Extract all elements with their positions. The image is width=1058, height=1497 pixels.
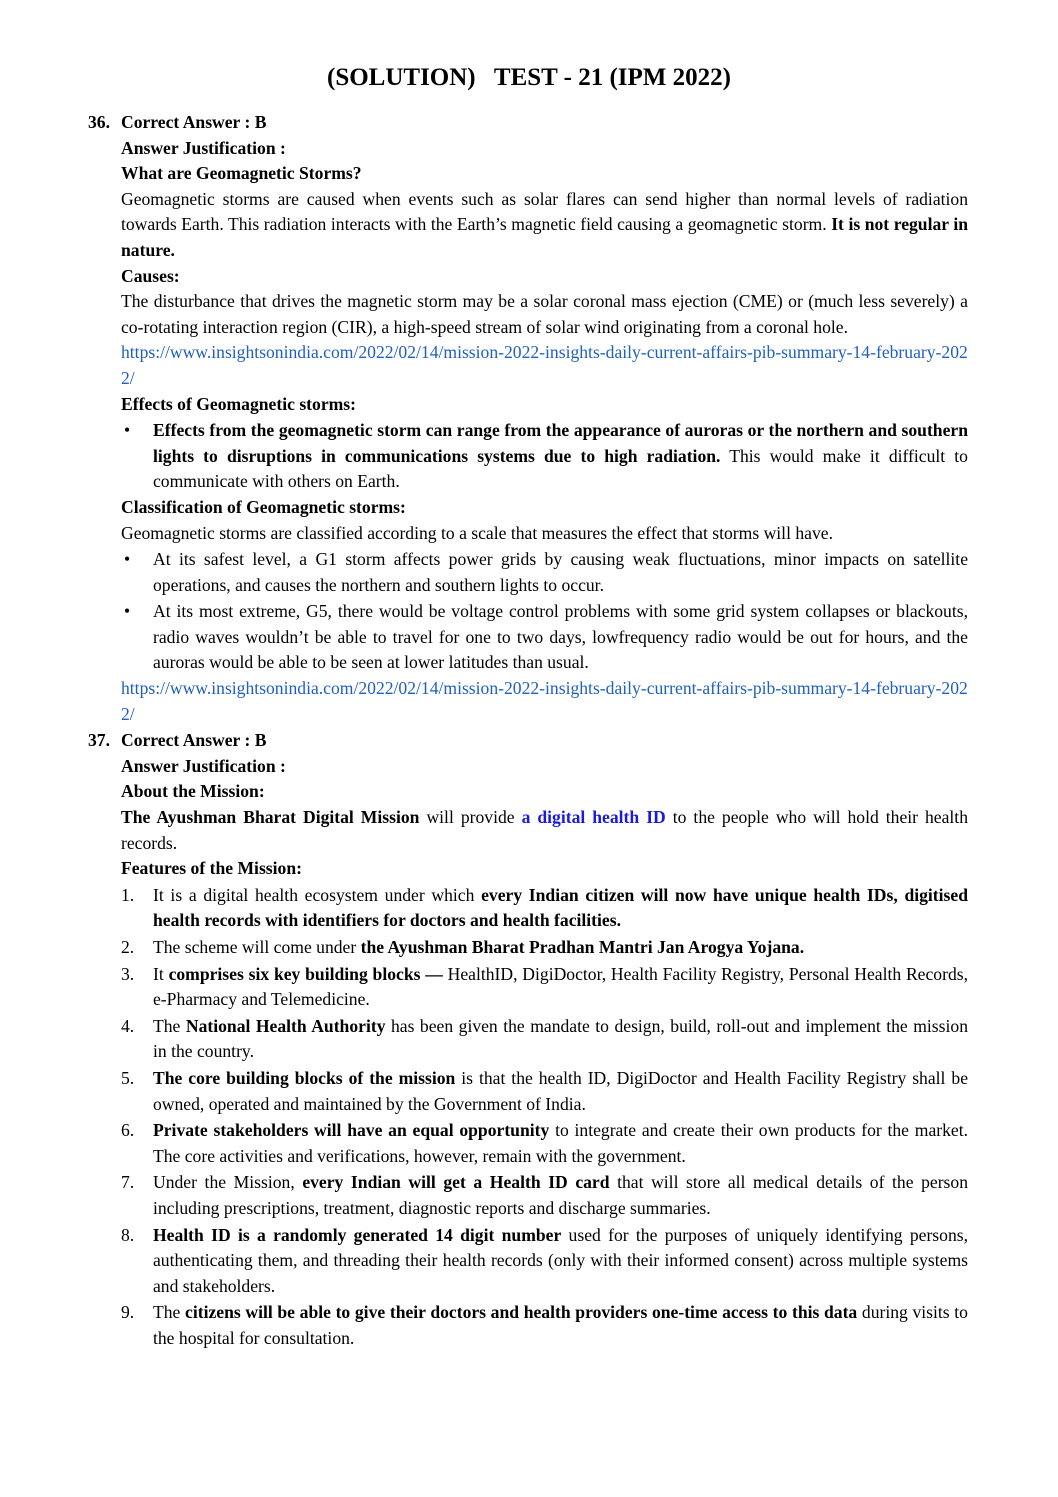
bold-text: Answer Justification : (121, 755, 286, 776)
list-number: 2. (121, 937, 135, 957)
bold-text: Effects from the geomagnetic storm can range from the appearance of auroras or the northern and southern lights to disruptions in communications systems due to high radiation. (153, 420, 968, 466)
section-heading (88, 136, 968, 162)
paragraph (88, 289, 968, 340)
bold-text: citizens will be able to give their doctors and health providers one-time access to this data (185, 1302, 858, 1323)
text: Geomagnetic storms are classified according to a scale that measures the effect that storms will have. (121, 522, 833, 543)
bold-text: Features of the Mission: (121, 858, 302, 879)
question-number: 36. (88, 112, 110, 132)
text: Under the Mission, (153, 1172, 303, 1193)
section-heading (88, 495, 968, 521)
numbered-item (88, 1223, 968, 1300)
bullet-marker: • (124, 420, 131, 441)
text: to the people who will hold their health records. (121, 807, 968, 853)
text: The (153, 1302, 186, 1323)
text: At its safest level, a G1 storm affects power grids by causing weak fluctuations, minor impacts on satellite operations, and causes the northern and southern lights to occur. (153, 549, 968, 595)
numbered-item (88, 1014, 968, 1065)
text: that will store all medical details of the person including prescriptions, treatment, diagnostic reports and discharge summaries. (153, 1172, 968, 1218)
bold-text: Causes: (121, 265, 180, 286)
bold-text: What are Geomagnetic Storms? (121, 163, 362, 184)
paragraph (88, 521, 968, 547)
bullet-marker: • (124, 601, 131, 622)
bold-text: The Ayushman Bharat Digital Mission (121, 807, 420, 828)
section-heading (88, 754, 968, 780)
section-heading (88, 779, 968, 805)
reference-link (88, 340, 968, 391)
bold-text: every Indian will get a Health ID card (302, 1172, 610, 1193)
bold-text: every Indian citizen will now have unique health IDs, digitised health records with identifiers for doctors and health facilities. (153, 884, 968, 931)
question-number: 37. (88, 730, 110, 751)
list-number: 4. (121, 1015, 135, 1036)
highlight-link[interactable]: a digital health ID (521, 807, 666, 828)
bold-text: Correct Answer : B (121, 112, 267, 132)
text: to integrate and create their own products for the market. The core activities and verifications, however, remain with the government. (153, 1120, 969, 1166)
list-number: 5. (121, 1067, 135, 1088)
hyperlink[interactable]: https://www.insightsonindia.com/2022/02/14/mission-2022-insights-daily-current-affairs-pib-summary-14-february-2022/ (121, 342, 968, 388)
list-number: 8. (121, 1224, 135, 1245)
numbered-item (88, 1300, 968, 1351)
list-number: 1. (121, 884, 135, 905)
question-header (88, 110, 968, 136)
bold-text: It is not regular in nature. (121, 214, 968, 260)
text: It is a digital health ecosystem under which (153, 884, 482, 905)
bold-text: About the Mission: (121, 781, 265, 802)
paragraph (88, 187, 968, 264)
bullet-item (88, 599, 968, 676)
bold-text: Correct Answer : B (121, 730, 267, 751)
text: It (153, 963, 169, 984)
text: HealthID, DigiDoctor, Health Facility Registry, Personal Health Records, e-Pharmacy and Telemedicine. (153, 963, 969, 1010)
numbered-item (88, 1118, 968, 1169)
text: used for the purposes of uniquely identifying persons, authenticating them, and threading their health records (only with their informed consent) across multiple systems and stakeholders. (153, 1224, 968, 1296)
numbered-item (88, 935, 968, 961)
reference-link (88, 676, 968, 727)
bold-text: comprises six key building blocks — (168, 963, 443, 984)
paragraph (88, 805, 968, 856)
section-heading (88, 161, 968, 187)
bold-text: Effects of Geomagnetic storms: (121, 393, 356, 414)
hyperlink[interactable]: https://www.insightsonindia.com/2022/02/14/mission-2022-insights-daily-current-affairs-pib-summary-14-february-2022/ (121, 678, 968, 724)
bold-text: National Health Authority (185, 1015, 386, 1036)
text: At its most extreme, G5, there would be voltage control problems with some grid system collapses or blackouts, radio waves wouldn’t be able to travel for one to two days, lowfrequency radio would be out for hours, and the auroras would be able to be seen at lower latitudes than usual. (153, 601, 968, 673)
text: This would make it difficult to communicate with others on Earth. (153, 445, 968, 492)
text: will provide (419, 807, 522, 828)
section-heading (88, 392, 968, 418)
list-number: 7. (121, 1172, 135, 1193)
bullet-marker: • (124, 549, 131, 570)
numbered-item (88, 1170, 968, 1221)
bullet-item (88, 418, 968, 495)
bold-text: Private stakeholders will have an equal opportunity (153, 1120, 550, 1141)
list-number: 9. (121, 1302, 135, 1323)
numbered-item (88, 1066, 968, 1117)
bold-text: Answer Justification : (121, 137, 286, 158)
text: The scheme will come under (153, 937, 361, 957)
text: is that the health ID, DigiDoctor and Health Facility Registry shall be owned, operated and maintained by the Government of India. (153, 1067, 969, 1114)
section-heading (88, 264, 968, 290)
list-number: 6. (121, 1120, 135, 1141)
bold-text: Health ID is a randomly generated 14 digit number (153, 1224, 562, 1245)
document-body (88, 110, 968, 1352)
bullet-item (88, 547, 968, 598)
bold-text: The core building blocks of the mission (153, 1067, 456, 1088)
bold-text: the Ayushman Bharat Pradhan Mantri Jan Arogya Yojana. (360, 937, 805, 957)
numbered-item (88, 962, 968, 1013)
list-number: 3. (121, 963, 135, 984)
section-heading (88, 856, 968, 882)
question-header (88, 728, 968, 754)
text: The disturbance that drives the magnetic storm may be a solar coronal mass ejection (CME) or (much less severely) a co-rotating interaction region (CIR), a high-speed stream of solar wind originating from a coronal hole. (121, 291, 968, 337)
text: Geomagnetic storms are caused when events such as solar flares can send higher than normal levels of radiation towards Earth. This radiation interacts with the Earth’s magnetic field causing a geomagnetic storm. (121, 188, 968, 235)
text: during visits to the hospital for consultation. (153, 1302, 968, 1348)
text: has been given the mandate to design, build, roll-out and implement the mission in the country. (153, 1015, 968, 1062)
text: The (153, 1015, 186, 1036)
bold-text: Classification of Geomagnetic storms: (121, 496, 406, 517)
page-title: (SOLUTION) TEST - 21 (IPM 2022) (327, 64, 731, 91)
numbered-item (88, 883, 968, 934)
